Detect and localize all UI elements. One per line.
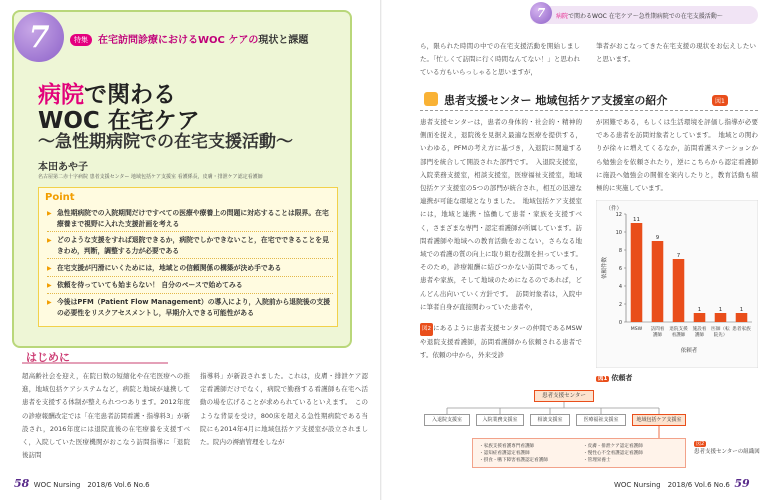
x-tick-label: 施設看	[692, 327, 707, 332]
y-tick-label: 4	[618, 284, 622, 290]
right-col2-top: 筆者がおこなってきた在宅支援の現状をお伝えしたいと思います。	[596, 42, 756, 64]
point-item: ▶ 在宅支援が円滑にいくためには，地域との信頼関係の構築が決め手である	[47, 263, 333, 274]
divider	[47, 258, 333, 259]
series-title: 在宅訪問診療におけるWOC ケアの現状と課題	[98, 35, 309, 46]
y-axis-label: 依頼件数	[602, 256, 608, 280]
section-bullet-icon	[424, 92, 438, 106]
point-item: ▶ 今後はPFM（Patient Flow Management）の導入により，入院前から退院後の支援の必要性をリスクアセスメントし，早期介入できる可能性がある	[47, 297, 333, 319]
data-label: 7	[676, 253, 681, 259]
x-tick-label: 院先）	[713, 333, 728, 338]
org-diagram	[424, 382, 686, 474]
diagram-staff-box	[472, 438, 686, 468]
right-col1-body: 患者支援センターは，患者の身体的・社会的・精神的側面を捉え，退院後を見据え最適な医療を提供する，いわゆる，PFMの考え方に基づき，入退院に関連する部門を統合して開設された部門です。 入退院支援室，入院業務支援室，相談支援室，医療福祉支援室，地域包括ケア支援室の5つの部門が統合され，相互の迅速な連携が可能な環境となりました。 地域包括ケア支援室には，地域と連携・協働して患者・家族を支援すべく，さまざまな専門・認定看護師が所属しています。訪問看護師や地域への教育活動をおこない，さらなる地域での看護の質の向上に取り組む役割を担っています。そのため，診療報酬に結びつかない訪問であっても，患者や家族，そして地域のためになるのであれば，どんどん出向いていく方針です。 訪問対象者は，入院中に筆者自身が直接関わっていた患者や，	[420, 118, 582, 311]
running-head: 病院で関わるWOC 在宅ケア～急性期病院での在宅支援活動～	[556, 13, 723, 20]
point-item: ▶ 急性期病院での入院期間だけですべての医療や療養上の問題に対応することは限界。在宅療養まで視野に入れた支援計画を考える	[47, 208, 333, 230]
y-tick-label: 6	[618, 266, 622, 272]
x-tick-label: 患者家族	[732, 327, 751, 332]
chapter-number-badge	[14, 12, 64, 62]
section-figure-tag: 図1	[712, 95, 728, 106]
y-tick-label: 10	[615, 230, 622, 236]
bar	[715, 313, 727, 322]
chart-caption: 図1 依頼者	[598, 374, 633, 382]
right-col1-tail: 図2 にあるように患者支援センターの仲間であるMSWや退院支援看護師，訪問看護師から依頼される患者です。依頼の中から，外来受診	[420, 322, 582, 362]
chart-svg	[596, 200, 758, 368]
bar	[694, 313, 706, 322]
x-tick-label: 護師	[694, 333, 705, 338]
x-tick-label: 護師	[652, 333, 663, 338]
point-item: ▶ どのような支援をすれば退院できるか，病院でしかできないこと，在宅でできることを見きわめ，判断，調整する力が必要である	[47, 235, 333, 257]
x-tick-label: 退院支援	[669, 327, 688, 332]
right-page	[382, 0, 764, 500]
data-label: 1	[697, 307, 702, 313]
x-axis-label: 依頼者	[680, 348, 698, 354]
diagram-caption: 図2 患者支援センターの組織図	[694, 441, 760, 455]
body-column-2: 指導料」が新設されました。これは，皮膚・排泄ケア認定看護師だけでなく，病院で勤務する看護師も在宅へ活動の場を広げることが求められているといえます。 このような背景を受け，800床を超える急性期病院である当院にも2014年4月に地域包括ケア支援室が設立されました。院内の褥瘡管理をしなが	[200, 372, 368, 447]
bar	[736, 313, 748, 322]
author-name: 本田あや子	[38, 162, 88, 173]
y-tick-label: 12	[615, 212, 622, 218]
x-tick-label: 訪問看	[650, 327, 665, 332]
divider	[47, 276, 333, 277]
section-heading-intro: はじめに	[26, 351, 70, 364]
right-folio: WOC Nursing 2018/6 Vol.6 No.6 59	[614, 477, 750, 490]
left-folio: 58 WOC Nursing 2018/6 Vol.6 No.6	[14, 477, 150, 490]
right-col1-top: ら，限られた時間の中での在宅支援活動を開始しました。「忙しくて訪問に行く時間なんてない！」と思われている方もいらっしゃると思いますが，	[420, 42, 580, 77]
data-label: 11	[633, 217, 640, 223]
diagram-box: 入院業務支援室	[476, 414, 524, 426]
data-label: 1	[739, 307, 744, 313]
point-item: ▶ 依頼を待っていても始まらない！ 自分のペースで始めてみる	[47, 280, 333, 291]
article-title-line1: 病院で関わる	[38, 82, 176, 108]
diagram-box: 入退院支援室	[424, 414, 470, 426]
tokushu-label: 特集	[70, 34, 92, 46]
divider	[47, 293, 333, 294]
chapter-number: 7	[28, 19, 50, 55]
data-label: 1	[718, 307, 723, 313]
diagram-root-box: 患者支援センター	[534, 390, 594, 402]
right-col2-body: が困難である，もしくは生活環境を評価し指導が必要である患者を訪問対象者としています。 地域との関わりが徐々に増えてくるなか，訪問看護ステーションから勉強会を依頼されたり，逆にこちらから認定看護師に施設へ勉強会の開催を案内したりと，教育活動も積極的に実施しています。	[596, 118, 758, 193]
section-heading: 患者支援センター 地域包括ケア支援室の紹介	[444, 94, 668, 107]
x-tick-label: MSW	[630, 327, 643, 332]
diagram-connectors	[424, 382, 686, 438]
y-tick-label: 2	[618, 302, 622, 308]
diagram-box: 相談支援室	[530, 414, 570, 426]
diagram-box: 医療福祉支援室	[576, 414, 626, 426]
divider	[47, 231, 333, 232]
bar-chart	[596, 200, 758, 368]
diagram-box: 地域包括ケア支援室	[632, 414, 686, 426]
data-label: 9	[655, 235, 660, 241]
point-label: Point	[45, 192, 75, 203]
y-tick-label: 8	[618, 248, 622, 254]
section-divider	[420, 110, 758, 111]
x-tick-label: 医師（転	[711, 327, 730, 332]
staff-list-2: ・皮膚・排泄ケア認定看護師 ・慢性心不全看護認定看護師 ・管理栄養士	[583, 444, 643, 463]
bar	[652, 241, 664, 322]
author-affiliation: 名古屋第二赤十字病院 患者支援センター 地域包括ケア支援室 看護係長，皮膚・排泄ケア認定看護師	[38, 174, 263, 180]
y-unit-label: （件）	[605, 206, 622, 212]
y-tick-label: 0	[618, 320, 622, 326]
article-title-line2: WOC 在宅ケア	[38, 108, 200, 134]
staff-list-1: ・家族支援看護専門看護師 ・認知症看護認定看護師 ・摂食・嚥下障害看護認定看護師	[479, 444, 548, 463]
running-head-chapter: 7	[530, 2, 552, 24]
bar	[673, 259, 685, 322]
point-box	[38, 187, 338, 327]
body-column-1: 超高齢社会を迎え，在院日数の短縮化や在宅医療への推進，地域包括ケアシステムなど，病院と地域が連携して患者を支援する体制が整えられつつあります。2012年度の診療報酬改定では「在宅患者訪問看護・指導料3」が新設され，2016年度には退院直後の在宅療養を支援すべく，入院していた医療機関がおこなう訪問指導に「退院後訪問	[22, 372, 190, 460]
x-tick-label: 看護師	[671, 333, 686, 338]
article-subtitle: ～急性期病院での在宅支援活動～	[38, 132, 293, 152]
bar	[631, 223, 643, 322]
